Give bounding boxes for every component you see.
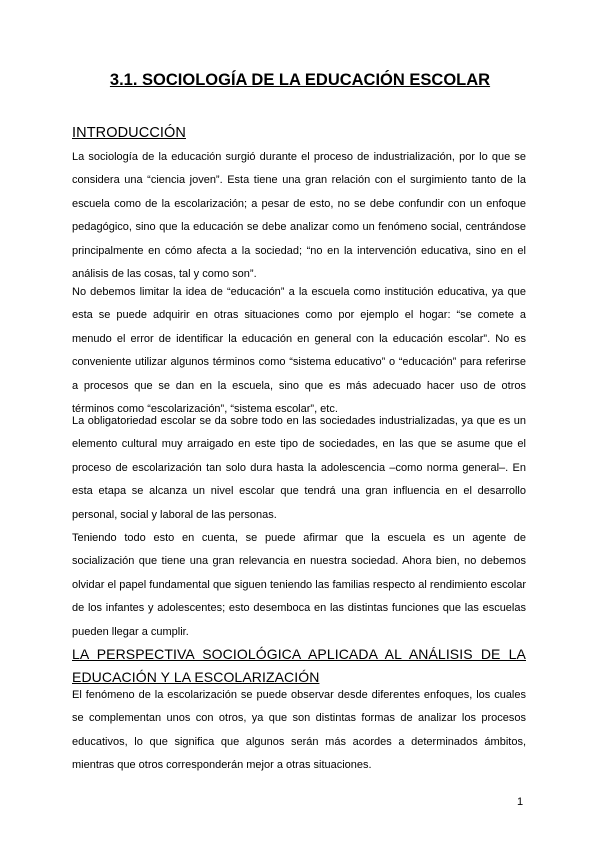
section-heading-perspectiva: LA PERSPECTIVA SOCIOLÓGICA APLICADA AL ANÁLISIS DE LA EDUCACIÓN Y LA ESCOLARIZACIÓN bbox=[72, 646, 526, 685]
paragraph-4: Teniendo todo esto en cuenta, se puede afirmar que la escuela es un agente de socialización que tiene una gran relevancia en nuestra sociedad. Ahora bien, no debemos olvidar el papel fundamental que siguen teniendo las familias respecto al rendimiento escolar de los infantes y adolescentes; esto desemboca en las distintas funciones que las escuelas pueden llegar a cumplir. bbox=[72, 532, 526, 638]
page-number: 1 bbox=[517, 796, 524, 808]
paragraph-5: El fenómeno de la escolarización se puede observar desde diferentes enfoques, los cuales se complementan unos con otros, ya que son distintas formas de analizar los procesos educativos, lo que significa que algunos serán más acordes a determinados ámbitos, mientras que otros corresponderán mejor a otras situaciones. bbox=[72, 689, 526, 772]
paragraph-3: La obligatoriedad escolar se da sobre todo en las sociedades industrializadas, ya que es un elemento cultural muy arraigado en este tipo de sociedades, en las que se asume que el proceso de escolarización tan solo dura hasta la adolescencia –como norma general–. En esta etapa se alcanza un nivel escolar que tendrá una gran influencia en el desarrollo personal, social y laboral de las personas. bbox=[72, 415, 526, 521]
paragraph-1: La sociología de la educación surgió durante el proceso de industrialización, por lo que se considera una “ciencia joven”. Esta tiene una gran relación con el surgimiento tanto de la escuela como de la escolarización; a pesar de esto, no se debe confundir con un enfoque pedagógico, sino que la educación se debe analizar como un fenómeno social, centrándose principalmente en cómo afecta a la sociedad; “no en la intervención educativa, sino en el análisis de las cosas, tal y como son”. bbox=[72, 151, 526, 281]
paragraph-2: No debemos limitar la idea de “educación” a la escuela como institución educativa, ya que esta se puede adquirir en otras situaciones como por ejemplo el hogar: “se comete a menudo el error de identificar la educación en general con la educación escolar”. No es conveniente utilizar algunos términos como “sistema educativo” o “educación” para referirse a procesos que se dan en la escuela, sino que es más adecuado hacer uso de otros términos como “escolarización”, “sistema escolar”, etc. bbox=[72, 286, 526, 416]
document-title: 3.1. SOCIOLOGÍA DE LA EDUCACIÓN ESCOLAR bbox=[109, 71, 491, 89]
section-heading-introduccion: INTRODUCCIÓN bbox=[72, 125, 186, 141]
